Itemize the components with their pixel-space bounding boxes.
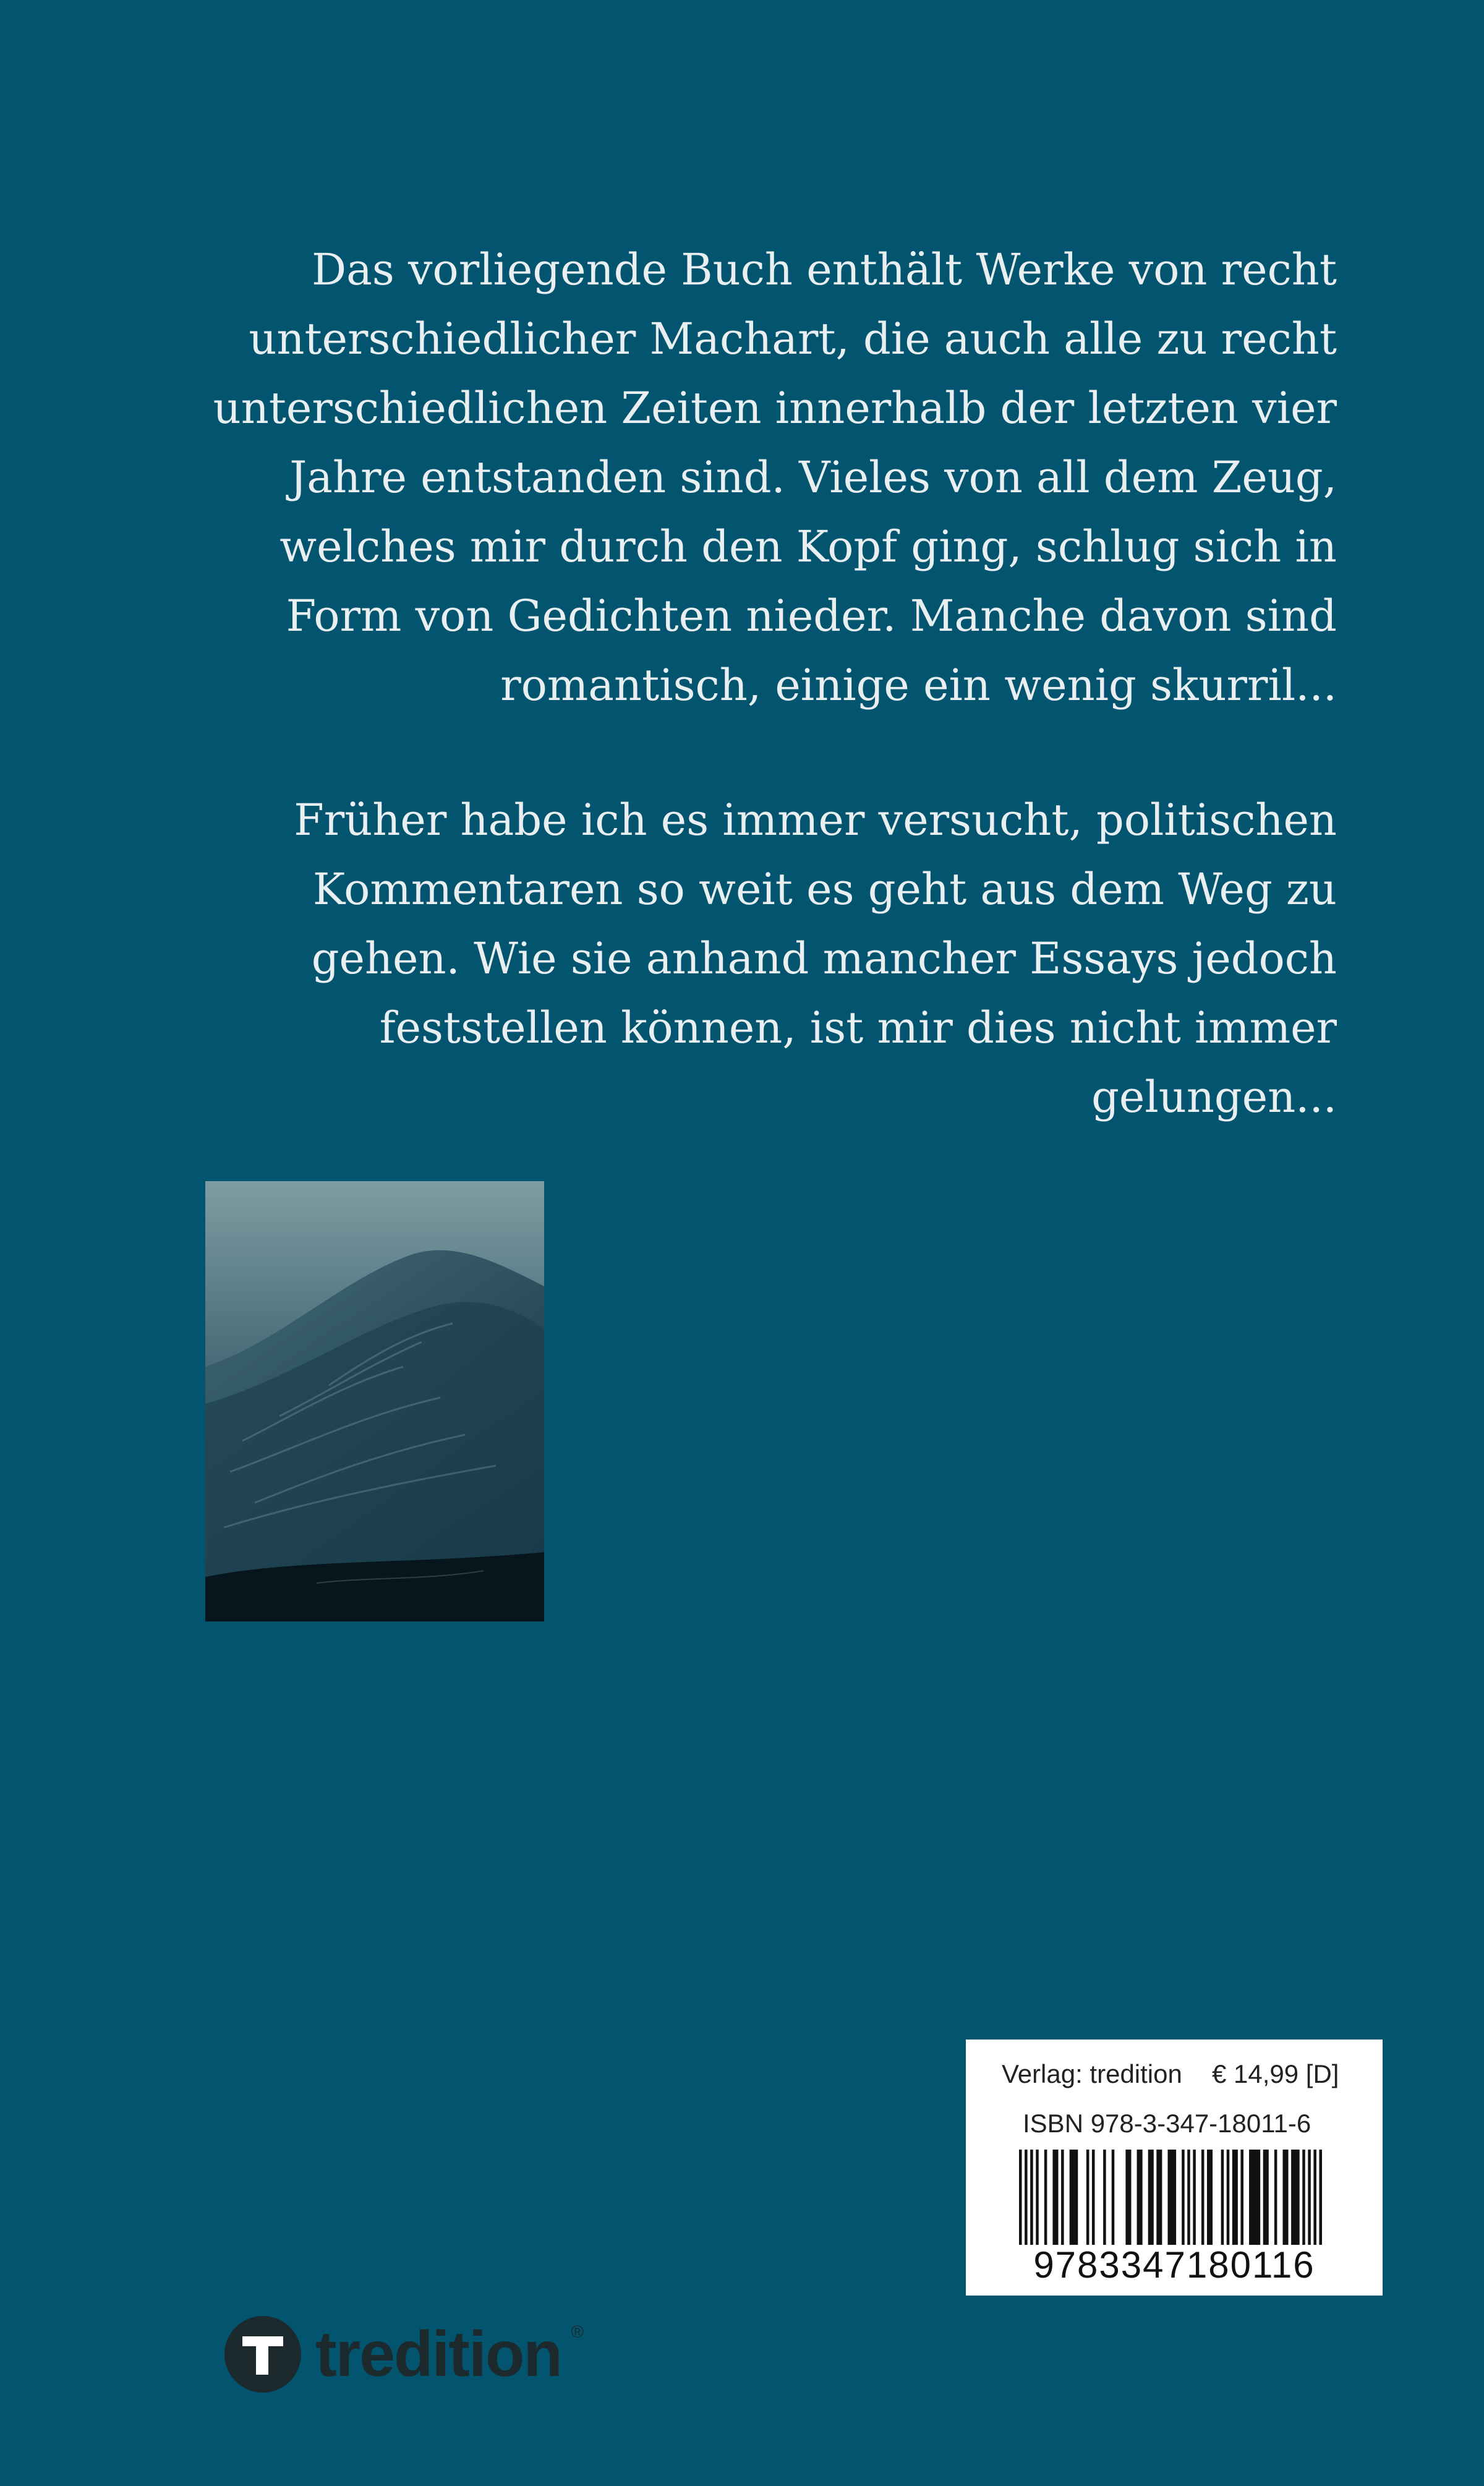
barcode-bar: [1249, 2150, 1260, 2245]
barcode-bar: [1061, 2150, 1064, 2245]
barcode-label: [966, 2040, 1383, 2296]
isbn-label: ISBN 978-3-347-18011-6: [1023, 2109, 1311, 2138]
blurb-paragraph-2: [210, 785, 1337, 1132]
barcode-bar: [1125, 2150, 1131, 2245]
barcode-bar: [1263, 2150, 1269, 2245]
blurb-line: romantisch, einige ein wenig skurril...: [500, 660, 1337, 711]
barcode-bar: [1044, 2150, 1047, 2245]
tredition-wordmark: [315, 2318, 582, 2390]
barcode-bar: [1274, 2150, 1277, 2245]
wordmark-text: tredition: [315, 2318, 561, 2390]
barcode-bar: [1030, 2150, 1033, 2245]
barcode-bar: [1227, 2150, 1230, 2245]
barcode-bar: [1319, 2150, 1322, 2245]
barcode-bar: [1019, 2150, 1022, 2245]
barcode-bar: [1201, 2150, 1205, 2245]
barcode-bar: [1221, 2150, 1224, 2245]
blurb-line: unterschiedlicher Machart, die auch alle zu recht: [249, 314, 1337, 364]
barcode-bar: [1092, 2150, 1095, 2245]
barcode-bar: [1282, 2150, 1288, 2245]
blurb-line: Kommentaren so weit es geht aus dem Weg zu: [312, 864, 1337, 915]
barcode-bar: [1308, 2150, 1311, 2245]
barcode-icon: [1019, 2150, 1322, 2245]
blurb-line: Früher habe ich es immer versucht, politischen: [294, 795, 1337, 845]
barcode-bar: [1036, 2150, 1039, 2245]
barcode-bar: [1052, 2150, 1058, 2245]
barcode-bar: [1302, 2150, 1305, 2245]
barcode-bar: [1313, 2150, 1316, 2245]
barcode-bar: [1240, 2150, 1243, 2245]
blurb-line: feststellen können, ist mir dies nicht immer: [379, 1002, 1337, 1053]
barcode-bar: [1103, 2150, 1106, 2245]
barcode-bar: [1232, 2150, 1238, 2245]
barcode-bar: [1182, 2150, 1185, 2245]
blurb-line: Jahre entstanden sind. Vieles von all dem Zeug,: [289, 452, 1337, 503]
blurb-line: gehen. Wie sie anhand mancher Essays jedoch: [311, 933, 1337, 984]
ean-number: 9783347180116: [1033, 2244, 1315, 2286]
barcode-bar: [1086, 2150, 1090, 2245]
tredition-logo: [224, 2314, 582, 2394]
barcode-bar: [1167, 2150, 1176, 2245]
publisher-label: Verlag: tredition: [1002, 2059, 1182, 2088]
barcode-bar: [1156, 2150, 1162, 2245]
barcode-bar: [1137, 2150, 1143, 2245]
barcode-bar: [1193, 2150, 1196, 2245]
blurb-line: Form von Gedichten nieder. Manche davon sind: [286, 591, 1337, 641]
barcode-bar: [1112, 2150, 1115, 2245]
blurb-line: gelungen...: [1091, 1072, 1337, 1122]
registered-mark: ®: [571, 2322, 582, 2341]
barcode-bar: [1070, 2150, 1078, 2245]
barcode-bar: [1207, 2150, 1213, 2245]
barcode-bar: [1148, 2150, 1154, 2245]
blurb-line: unterschiedlichen Zeiten innerhalb der letzten vier: [213, 383, 1337, 434]
blurb-paragraph-1: [210, 235, 1337, 720]
barcode-bar: [1187, 2150, 1190, 2245]
barcode-bar: [1291, 2150, 1300, 2245]
blurb-line: Das vorliegende Buch enthält Werke von recht: [311, 244, 1337, 295]
wave-photo: [205, 1181, 544, 1621]
wave-photo-graphic: [205, 1181, 544, 1621]
tredition-logo-icon: [224, 2315, 302, 2393]
barcode-bar: [1025, 2150, 1028, 2245]
blurb-line: welches mir durch den Kopf ging, schlug sich in: [279, 521, 1337, 572]
price-label: € 14,99 [D]: [1212, 2059, 1339, 2088]
